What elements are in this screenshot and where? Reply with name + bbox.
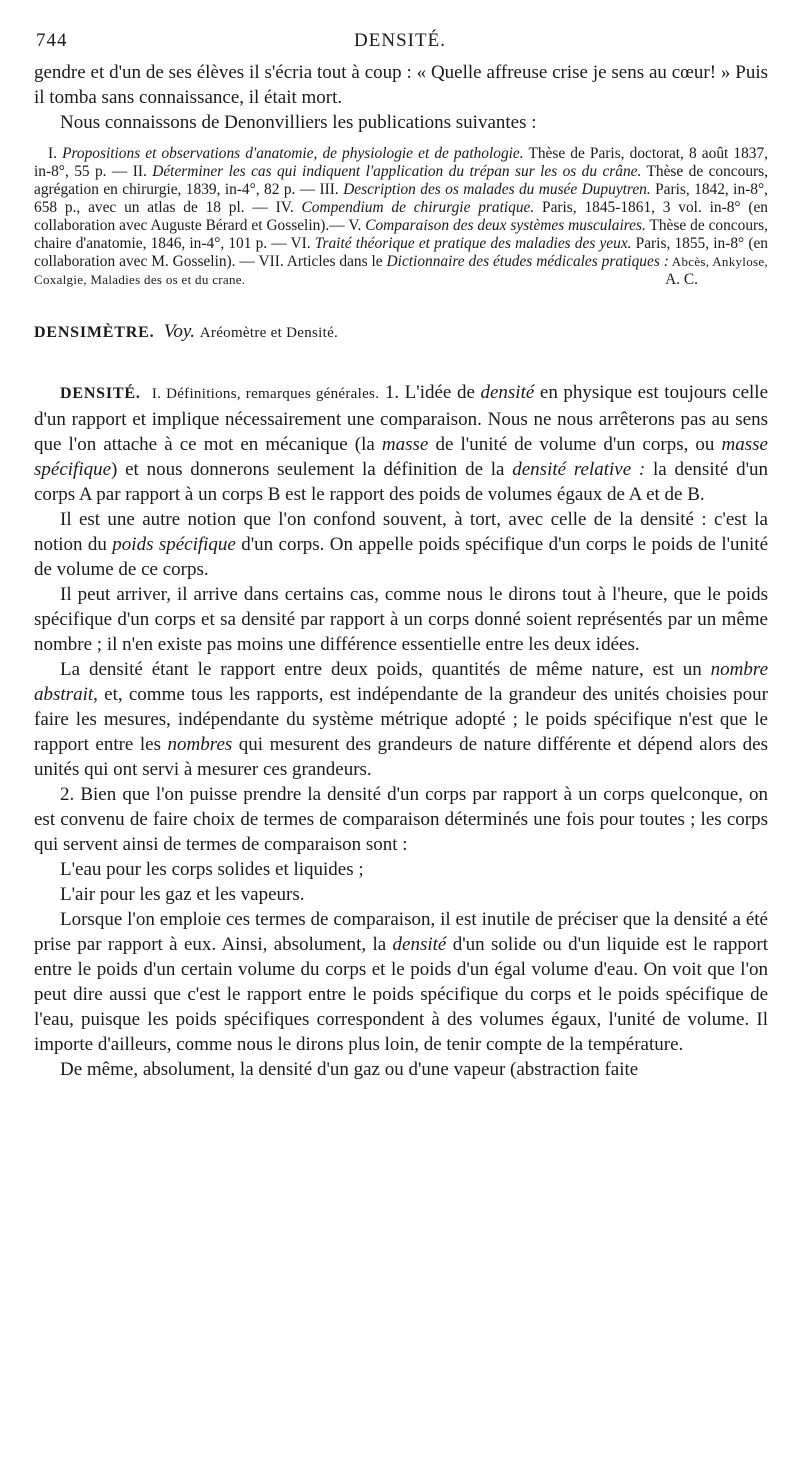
italic-run: nombres [167,734,233,755]
densite-entry [34,380,768,1082]
bib-title-7: Dictionnaire des études médicales pratiques : [386,253,669,270]
cross-references: Aréomètre et Densité. [199,325,339,341]
italic-run: masse [381,434,429,455]
bibliography [34,145,768,289]
text-run: en physique est toujours celle d'un rapport et implique nécessairement une comparaison. Nous ne nous arrêterons pas au sens que l'on attache à ce mot en mécanique (la [34,382,769,455]
bib-text-5: Paris, 1845-1861, 3 vol. in-8° (en collaboration avec Auguste Bérard et Gosselin).— V. [34,199,768,234]
headword-densimetre: DENSIMÈTRE. [34,324,155,341]
text-run: , et, comme tous les rapports, est indépendante de la grandeur des unités choisies pour faire les mesures, indépendante du système métrique adopté ; le poids spécifique n'est que le rapport entre les [34,684,768,755]
section-heading: I. Définitions, remarques générales. [151,386,380,402]
bib-title-4: Compendium de chirurgie pratique. [301,199,535,216]
densimetre-entry [34,319,768,346]
bib-title-2: Déterminer les cas qui indiquent l'application du trépan sur les os du crâne. [152,163,642,180]
bib-title-1: Propositions et observations d'anatomie, de physiologie et de pathologie. [62,145,524,162]
italic-run: nombre abstrait [34,659,768,705]
densite-list-item-water: L'eau pour les corps solides et liquides ; [60,859,364,880]
bib-title-5: Comparaison des deux systèmes musculaires. [365,217,646,234]
densite-list-item-air: L'air pour les gaz et les vapeurs. [60,884,305,905]
italic-run: densité [392,934,447,955]
running-head [36,30,764,56]
text-run: Lorsque l'on emploie ces termes de comparaison, il est inutile de préciser que la densité a été prise par rapport à eux. Ainsi, absolument, la [34,909,768,955]
text-run: d'un solide ou d'un liquide est le rapport entre le poids d'un certain volume du corps et le poids d'un égal volume d'eau. On voit que l'on peut dire aussi que c'est le rapport entre le poids spécifique du corps et le poids spécifique de l'eau, puisque les poids spécifiques correspondent à des volumes égaux, l'unité de volume. Il importe d'ailleurs, comme nous le dirons plus loin, de tenir compte de la température. [34,934,768,1055]
voy-label: Voy. [163,321,196,342]
italic-run: densité [480,382,535,403]
text-run: Il est une autre notion que l'on confond souvent, à tort, avec celle de la densité : c'est la notion du [34,509,768,555]
bib-text-2: Thèse de Paris, doctorat, 8 août 1837, in-8°, 55 p. — II. [34,145,769,180]
italic-run: masse spécifique [34,434,768,480]
bib-text-4: Paris, 1842, in-8°, 658 p., avec un atlas de 18 pl. — IV. [34,181,768,216]
page-body [34,60,768,1082]
page-number: 744 [36,30,68,51]
densite-paragraph-1 [34,380,768,507]
text-run: 1. L'idée de [379,382,481,403]
densite-paragraph-2 [34,507,768,582]
bib-title-6: Traité théorique et pratique des maladies des yeux. [314,235,632,252]
bib-title-3: Description des os malades du musée Dupuytren. [343,181,651,198]
author-initials: A. C. [665,271,698,288]
italic-run: poids spécifique [112,534,236,555]
prev-entry-paragraph-2: Nous connaissons de Denonvilliers les publications suivantes : [60,112,537,133]
densite-paragraph-3: Il peut arriver, il arrive dans certains cas, comme nous le dirons tout à l'heure, que le poids spécifique d'un corps et sa densité par rapport à un corps donné soient représentés par un même nombre ; il n'en existe pas moins une différence essentielle entre les deux idées. [34,584,768,655]
text-run: la densité d'un corps A par rapport à un corps B est le rapport des poids de volumes égaux de A et de B. [34,459,768,505]
bib-article-list: Abcès, Ankylose, Coxalgie, Maladies des os et du crane. [34,254,768,287]
text-run: d'un corps. On appelle poids spécifique d'un corps le poids de l'unité de volume de ce corps. [34,534,769,580]
densite-paragraph-9: De même, absolument, la densité d'un gaz ou d'une vapeur (abstraction faite [60,1059,639,1080]
densite-paragraph-8 [34,907,768,1057]
text-run: La densité étant le rapport entre deux poids, quantités de même nature, est un [60,659,711,680]
prev-entry-paragraph-1: gendre et d'un de ses élèves il s'écria tout à coup : « Quelle affreuse crise je sens au cœur! » Puis il tomba sans connaissance, il était mort. [34,62,768,108]
text-run: ) et nous donnerons seulement la définition de la [111,459,513,480]
text-run: qui mesurent des grandeurs de nature différente et dépend alors des unités qui ont servi à mesurer ces grandeurs. [34,734,768,780]
running-title: DENSITÉ. [354,30,446,51]
densite-paragraph-4 [34,657,768,782]
bib-text-1: I. [48,145,63,162]
bib-text-3: Thèse de concours, agrégation en chirurgie, 1839, in-4°, 82 p. — III. [34,163,768,198]
text-run: de l'unité de volume d'un corps, ou [428,434,722,455]
italic-run: densité relative : [512,459,646,480]
bib-text-7: Paris, 1855, in-8° (en collaboration avec M. Gosselin). — VII. Articles dans le [34,235,768,270]
headword-densite: DENSITÉ. [60,385,141,402]
bib-text-6: Thèse de concours, chaire d'anatomie, 1846, in-4°, 101 p. — VI. [34,217,768,252]
densite-paragraph-5: 2. Bien que l'on puisse prendre la densité d'un corps par rapport à un corps quelconque, on est convenu de faire choix de termes de comparaison déterminés une fois pour toutes ; les corps qui servent ainsi de termes de comparaison sont : [34,784,768,855]
